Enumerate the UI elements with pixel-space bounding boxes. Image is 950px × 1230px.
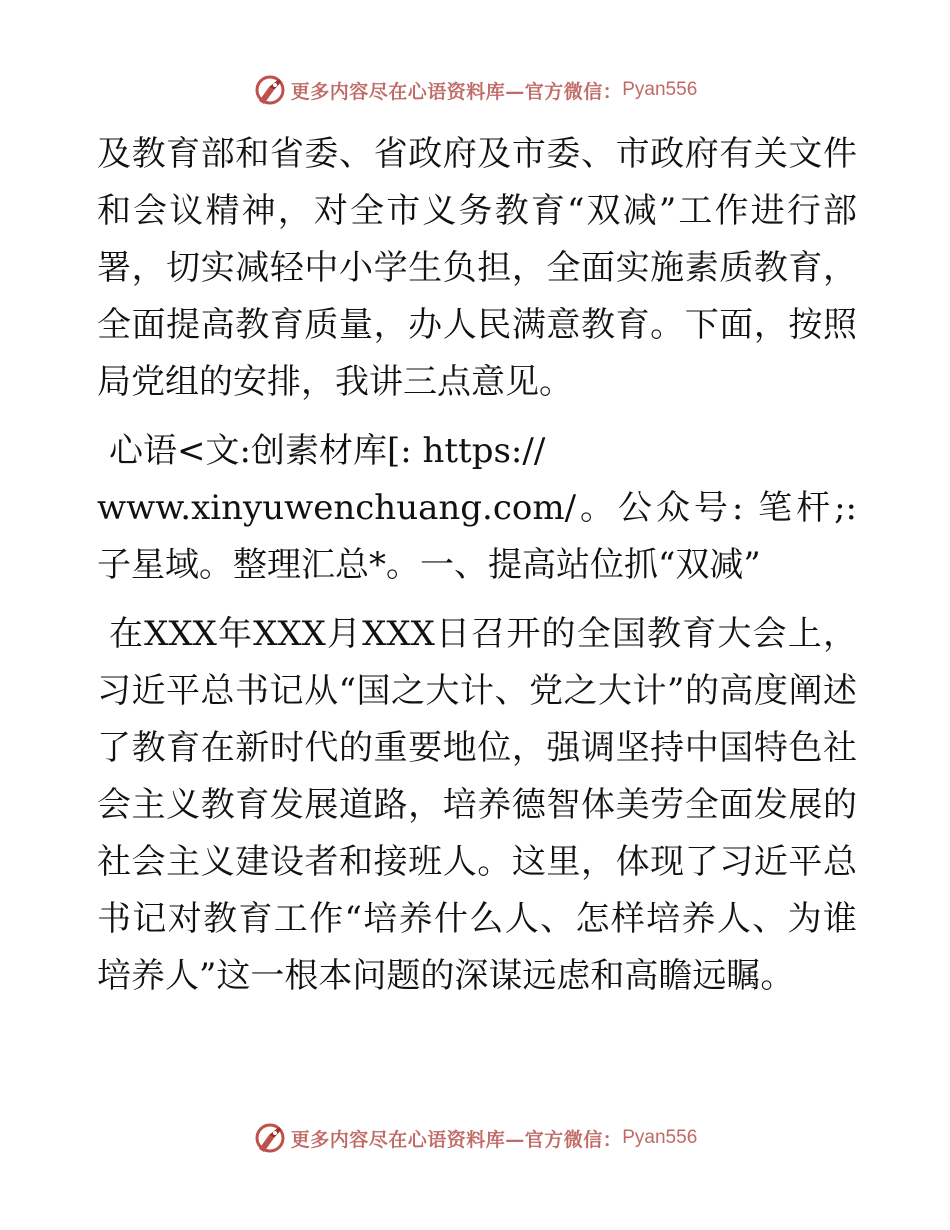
banner-wechat-handle: Pyan556 <box>622 79 698 100</box>
paragraph-source-line-1: 心语<文:创素材库[: https:// <box>109 431 546 471</box>
pen-logo-icon <box>253 73 287 107</box>
banner-site-text: 更多内容尽在心语资料库—官方微信： <box>290 1128 623 1151</box>
banner-wechat-handle: Pyan556 <box>622 1127 698 1148</box>
banner-site-text: 更多内容尽在心语资料库—官方微信： <box>290 80 623 103</box>
footer-banner <box>0 1118 950 1158</box>
header-banner <box>0 70 950 110</box>
pen-logo-icon <box>253 1121 287 1155</box>
paragraph-intro: 及教育部和省委、省政府及市委、市政府有关文件和会议精神，对全市义务教育“双减”工作进行部署，切实减轻中小学生负担，全面实施素质教育，全面提高教育质量，办人民满意教育。下面，按照局党组的安排，我讲三点意见。 <box>97 134 857 402</box>
document-body <box>97 126 857 1005</box>
paragraph-source-rest: www.xinyuwenchuang.com/。公众号: 笔杆;:子星域。整理汇总*。一、提高站位抓“双减” <box>97 488 857 585</box>
paragraph-conference: 在XXX年XXX月XXX日召开的全国教育大会上，习近平总书记从“国之大计、党之大计”的高度阐述了教育在新时代的重要地位，强调坚持中国特色社会主义教育发展道路，培养德智体美劳全面发展的社会主义建设者和接班人。这里，体现了习近平总书记对教育工作“培养什么人、怎样培养人、为谁培养人”这一根本问题的深谋远虑和高瞻远瞩。 <box>97 614 857 996</box>
